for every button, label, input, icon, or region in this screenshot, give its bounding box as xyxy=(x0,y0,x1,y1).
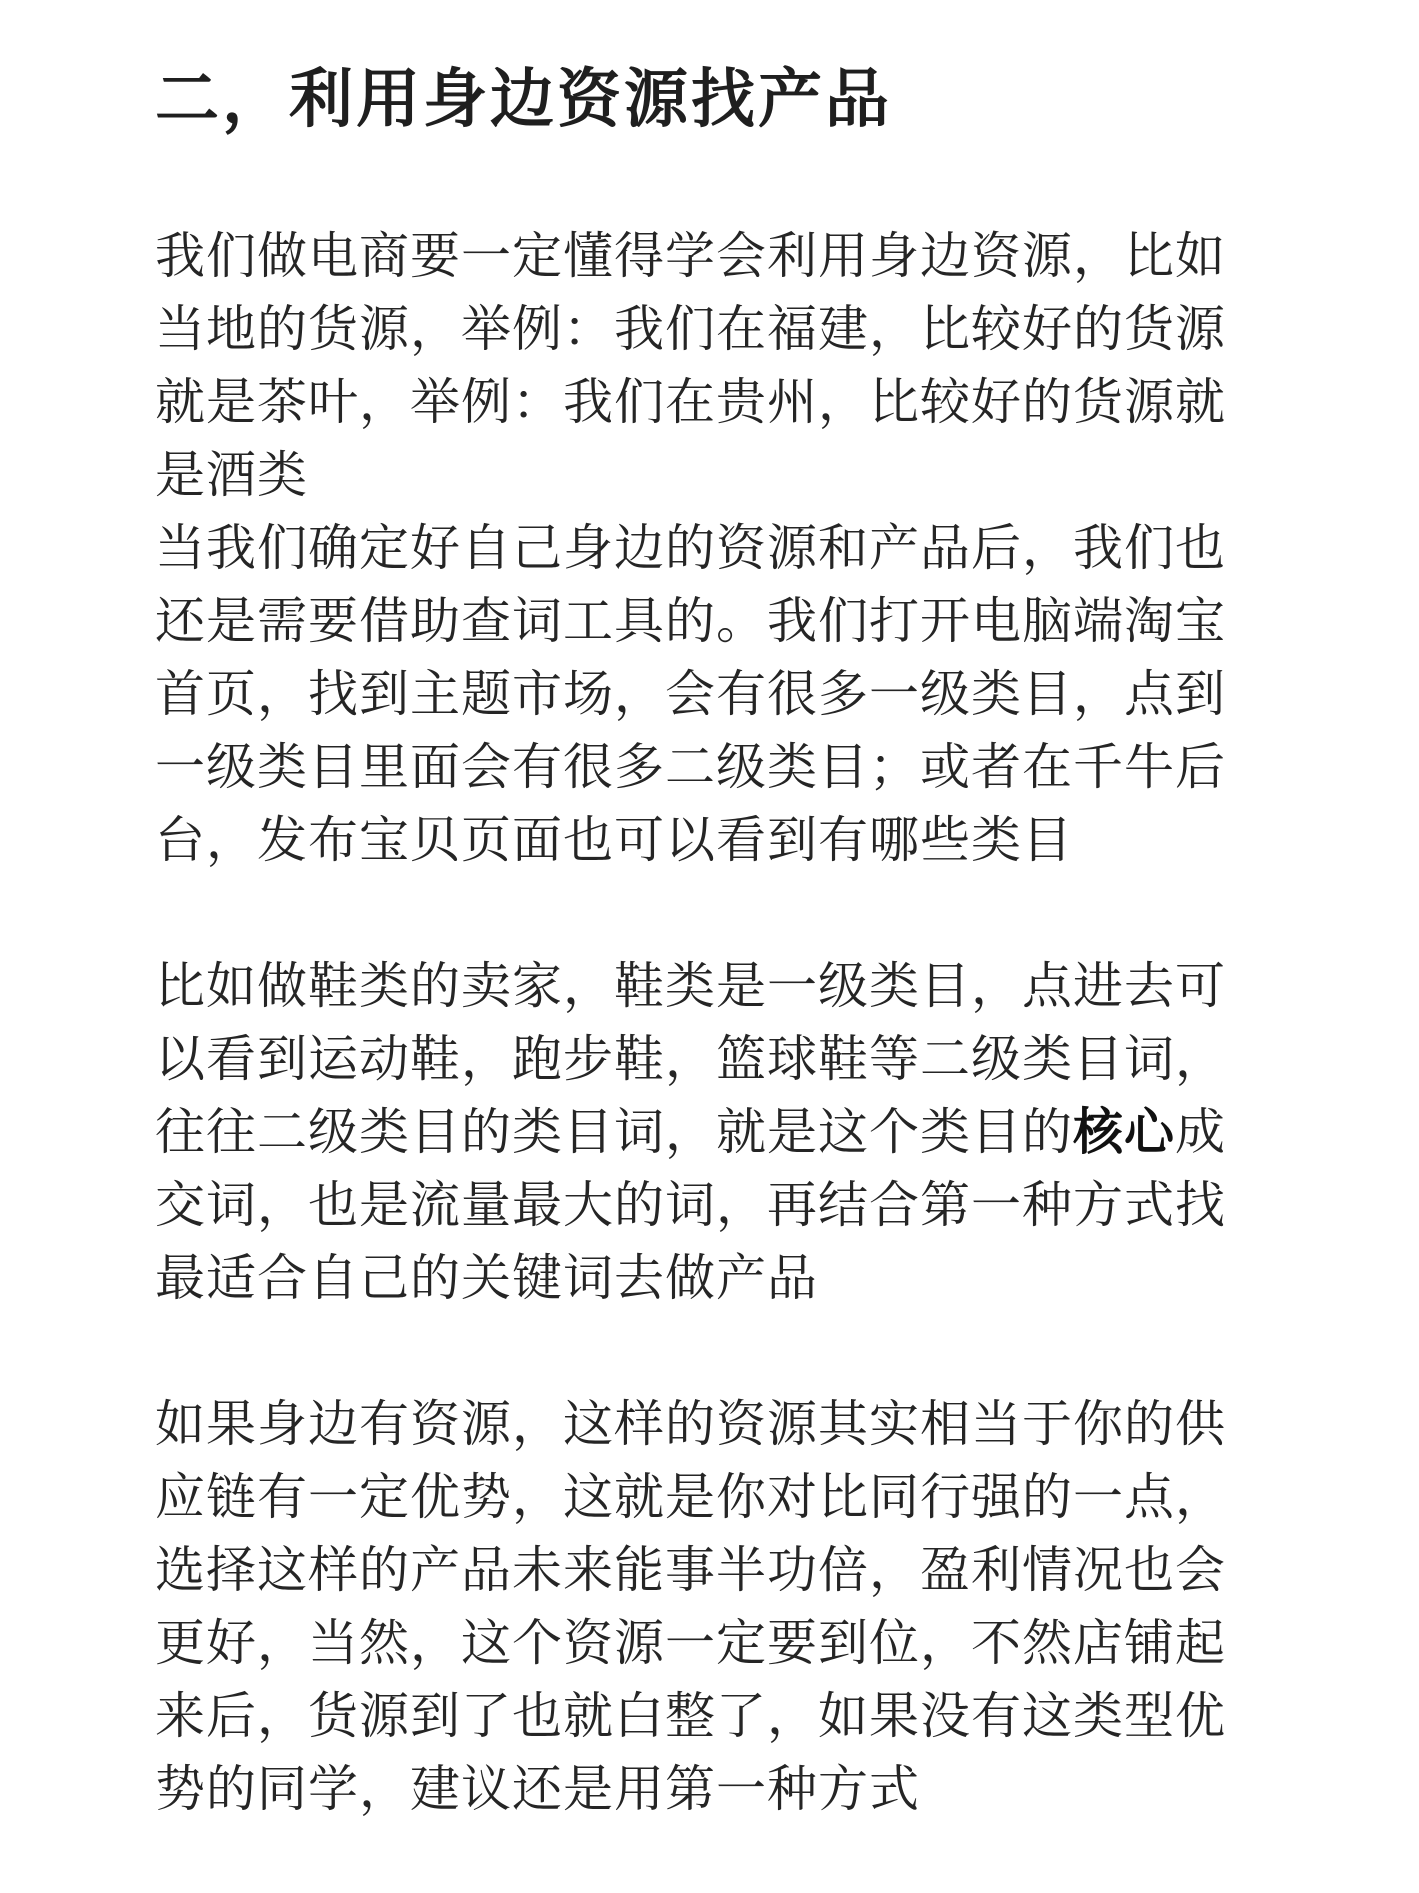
paragraph-2 xyxy=(155,950,1270,1315)
paragraph-line: 来后，货源到了也就白整了，如果没有这类型优 xyxy=(155,1687,1226,1745)
article xyxy=(155,60,1270,1826)
paragraph-line: 当地的货源，举例：我们在福建，比较好的货源 xyxy=(155,300,1226,358)
line-text: 往往二级类目的类目词，就是这个类目的 xyxy=(155,1103,1073,1161)
paragraph-spacer xyxy=(155,877,1270,950)
paragraph-spacer xyxy=(155,1315,1270,1388)
article-heading: 二，利用身边资源找产品 xyxy=(155,63,892,137)
paragraph-line: 就是茶叶，举例：我们在贵州，比较好的货源就 xyxy=(155,373,1226,431)
paragraph-line: 应链有一定优势，这就是你对比同行强的一点， xyxy=(155,1468,1226,1526)
paragraph-1 xyxy=(155,220,1270,877)
paragraph-line: 还是需要借助查词工具的。我们打开电脑端淘宝 xyxy=(155,592,1226,650)
paragraph-line: 更好，当然，这个资源一定要到位，不然店铺起 xyxy=(155,1614,1226,1672)
paragraph-line: 选择这样的产品未来能事半功倍，盈利情况也会 xyxy=(155,1541,1226,1599)
line-text: 成 xyxy=(1175,1103,1226,1161)
paragraph-line: 势的同学，建议还是用第一种方式 xyxy=(155,1760,920,1818)
paragraph-line: 如果身边有资源，这样的资源其实相当于你的供 xyxy=(155,1395,1226,1453)
paragraph-line: 首页，找到主题市场，会有很多一级类目，点到 xyxy=(155,665,1226,723)
paragraph-line: 比如做鞋类的卖家，鞋类是一级类目，点进去可 xyxy=(155,957,1226,1015)
paragraph-line: 交词，也是流量最大的词，再结合第一种方式找 xyxy=(155,1176,1226,1234)
paragraph-line: 最适合自己的关键词去做产品 xyxy=(155,1249,818,1307)
paragraph-line xyxy=(155,1096,1270,1169)
paragraph-line: 当我们确定好自己身边的资源和产品后，我们也 xyxy=(155,519,1226,577)
paragraph-line: 我们做电商要一定懂得学会利用身边资源，比如 xyxy=(155,227,1226,285)
paragraph-line: 台，发布宝贝页面也可以看到有哪些类目 xyxy=(155,811,1073,869)
paragraph-line: 以看到运动鞋，跑步鞋，篮球鞋等二级类目词， xyxy=(155,1030,1226,1088)
paragraph-line: 是酒类 xyxy=(155,446,308,504)
emphasis-text: 核心 xyxy=(1073,1103,1175,1161)
paragraph-line: 一级类目里面会有很多二级类目；或者在千牛后 xyxy=(155,738,1226,796)
paragraph-3 xyxy=(155,1388,1270,1826)
